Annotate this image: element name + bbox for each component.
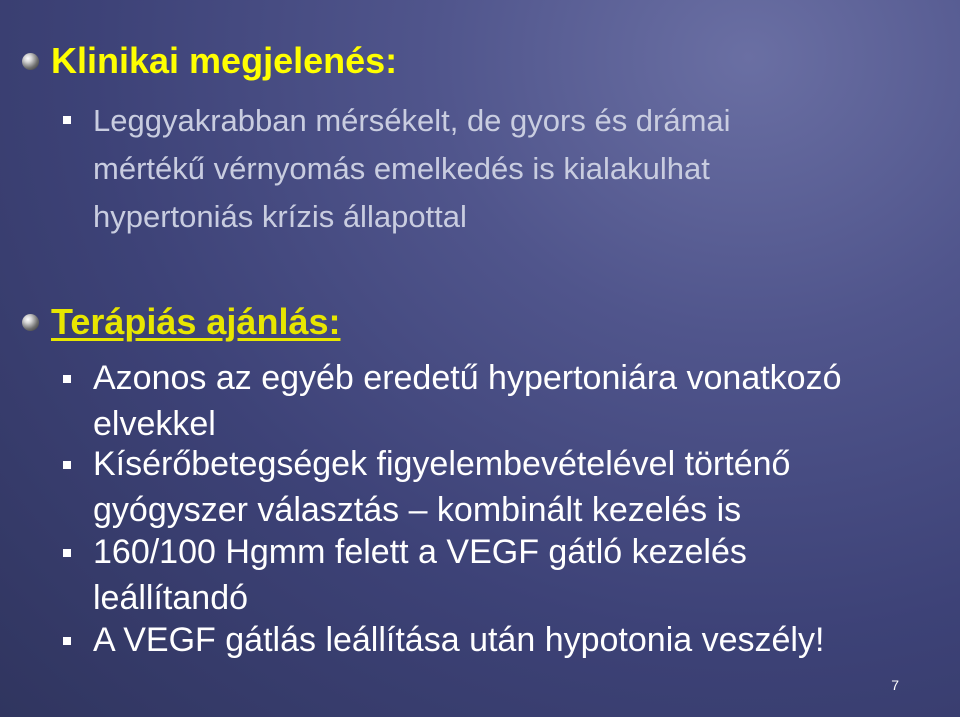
list-item (63, 441, 943, 533)
square-bullet-icon (63, 116, 71, 124)
section-clinical (22, 41, 397, 81)
item-line: gyógyszer választás – kombinált kezelés is (93, 491, 742, 529)
clinical-heading: Klinikai megjelenés: (51, 40, 398, 81)
item-line: leállítandó (93, 579, 249, 617)
item-line: mértékű vérnyomás emelkedés is kialakulhat (93, 151, 710, 186)
item-line: Leggyakrabban mérsékelt, de gyors és drámai (93, 103, 731, 138)
item-line: A VEGF gátlás leállítása után hypotonia veszély! (93, 621, 825, 659)
square-bullet-icon (63, 375, 71, 383)
list-item (63, 97, 943, 241)
therapy-heading: Terápiás ajánlás: (51, 301, 341, 342)
list-item (63, 355, 943, 447)
section-therapy (22, 302, 340, 342)
item-line: elvekkel (93, 405, 216, 443)
list-item (63, 617, 943, 663)
square-bullet-icon (63, 549, 71, 557)
item-line: 160/100 Hgmm felett a VEGF gátló kezelés (93, 533, 747, 571)
sphere-bullet-icon (22, 53, 39, 70)
square-bullet-icon (63, 637, 71, 645)
square-bullet-icon (63, 461, 71, 469)
page-number: 7 (891, 677, 899, 693)
item-line: Kísérőbetegségek figyelembevételével történő (93, 445, 791, 483)
item-line: hypertoniás krízis állapottal (93, 199, 467, 234)
item-line: Azonos az egyéb eredetű hypertoniára vonatkozó (93, 359, 842, 397)
sphere-bullet-icon (22, 314, 39, 331)
list-item (63, 529, 943, 621)
